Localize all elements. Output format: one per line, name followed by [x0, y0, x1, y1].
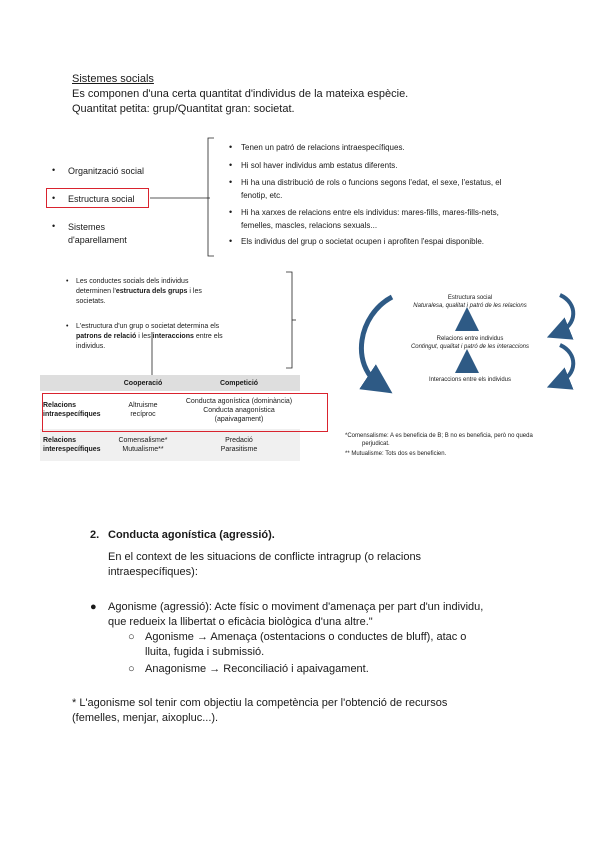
cell-intra-comp: Conducta agonística (dominància) Conducta anagonística (apaivagament) — [185, 397, 293, 423]
left-item-organitzacio: Organització social — [68, 166, 145, 176]
agonisme-note-1: * L'agonisme sol tenir com objectiu la competència per l'obtenció de recursos — [72, 697, 448, 709]
section2-intro-2: intraespecífiques): — [108, 566, 198, 578]
note-1-line-3: societats. — [76, 298, 106, 305]
diagram-box1-title: Estructura social — [447, 295, 493, 301]
heading-line-1: Es componen d'una certa quantitat d'individus de la mateixa espècie. — [72, 88, 409, 100]
footnote-comensalisme-2: perjudicat. — [362, 441, 390, 447]
bullet-icon: ● — [90, 601, 97, 613]
notes-bracket — [150, 270, 300, 378]
right-item-4: Hi ha xarxes de relacions entre els individus: mares-fills, mares-fills-nets, — [241, 208, 499, 217]
bullet-icon: • — [229, 177, 233, 187]
section-title: Sistemes socials — [72, 73, 154, 85]
section2-intro-1: En el context de les situacions de conflicte intragrup (o relacions — [108, 551, 422, 563]
agonisme-definition-2: que redueix la llibertat o eficàcia biològica d'una altre." — [108, 616, 373, 628]
agonisme-definition-1: Agonisme (agressió): Acte físic o moviment d'amenaça per part d'un individu, — [108, 601, 484, 613]
bullet-icon: • — [52, 193, 56, 203]
right-item-4b: femelles, mascles, relacions sexuals... — [241, 221, 378, 230]
highlight-box-intraespecifiques — [42, 393, 328, 432]
right-item-3b: fenotip, etc. — [241, 191, 283, 200]
right-item-3: Hi ha una distribució de rols o funcions segons l'edat, el sexe, l'estatus, el — [241, 178, 502, 187]
footnote-comensalisme: *Comensalisme: A es beneficia de B; B no es beneficia, però no queda — [345, 433, 533, 439]
circle-bullet-icon: ○ — [128, 663, 135, 675]
diagram-box1-sub: Naturalesa, qualitat i patró de les relacions — [413, 303, 527, 309]
heading-line-2: Quantitat petita: grup/Quantitat gran: societat. — [72, 103, 295, 115]
bullet-icon: • — [229, 207, 233, 217]
agonisme-note-2: (femelles, menjar, aixopluc...). — [72, 712, 219, 724]
diagram-box2-title: Relacions entre individus — [436, 336, 504, 342]
bullet-icon: • — [229, 160, 233, 170]
brace-connector — [148, 136, 228, 260]
bullet-icon: • — [52, 165, 56, 175]
right-item-1: Tenen un patró de relacions intraespecífiques. — [241, 143, 405, 152]
cell-inter-comp: Predació Parasitisme — [178, 429, 300, 461]
right-item-2: Hi sol haver individus amb estatus diferents. — [241, 161, 398, 170]
agonisme-sub-2: Anagonisme → Reconciliació i apaivagament. — [145, 663, 369, 675]
highlight-box-estructura — [46, 188, 149, 208]
bullet-icon: • — [66, 323, 69, 330]
circle-bullet-icon: ○ — [128, 631, 135, 643]
footnote-mutualisme: ** Mutualisme: Tots dos es beneficien. — [345, 451, 447, 457]
cell-intra-coop: Altruisme recíproc — [128, 402, 158, 418]
note-1-line-2: determinen l'estructura dels grups i les — [76, 288, 202, 295]
note-2-line-1: L'estructura d'un grup o societat determina els — [76, 323, 220, 330]
row-header-intra: Relacions intraespecífiques — [43, 402, 101, 418]
agonisme-sub-1a: Agonisme → Amenaça (ostentacions o conductes de bluff), atac o — [145, 631, 467, 643]
section2-title: Conducta agonística (agressió). — [108, 529, 275, 541]
left-item-estructura: Estructura social — [68, 194, 135, 204]
bullet-icon: • — [66, 278, 69, 285]
cell-inter-coop: Comensalisme* Mutualisme** — [108, 429, 178, 461]
agonisme-sub-1b: lluita, fugida i submissió. — [145, 646, 265, 658]
right-item-5: Els individus del grup o societat ocupen i aprofiten l'espai disponible. — [241, 237, 485, 246]
diagram-box3-title: Interaccions entre els individus — [428, 377, 512, 383]
bullet-icon: • — [229, 142, 233, 152]
note-2-line-2: patrons de relació i les interaccions entre els — [76, 333, 223, 340]
bullet-icon: • — [52, 221, 56, 231]
diagram-box2-sub: Contingut, qualitat i patró de les interaccions — [410, 344, 530, 350]
col-header-cooperacio: Cooperació — [108, 375, 178, 391]
note-1-line-1: Les conductes socials dels individus — [76, 278, 189, 285]
bullet-icon: • — [229, 236, 233, 246]
section2-number: 2. — [90, 529, 100, 541]
row-header-inter: Relacions interespecífiques — [40, 429, 108, 461]
table-row — [40, 429, 300, 461]
col-header-competicio: Competició — [178, 375, 300, 391]
note-2-line-3: individus. — [76, 343, 106, 350]
left-item-sistemes: Sistemes — [68, 222, 106, 232]
left-item-aparellament: d'aparellament — [68, 235, 127, 245]
